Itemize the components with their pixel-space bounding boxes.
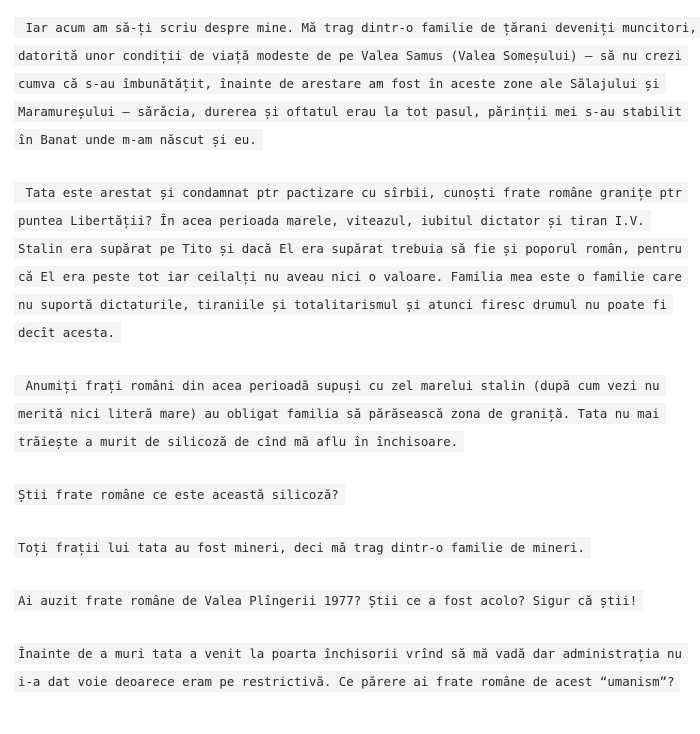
paragraph-origins xyxy=(14,14,697,154)
text-line: Stalin era supărat pe Tito și dacă El era supărat trebuia să fie și poporul român, pentru xyxy=(14,235,692,263)
text-line: în Banat unde m-am născut și eu. xyxy=(14,126,692,154)
paragraph-prison-gate xyxy=(14,640,692,696)
paragraph-father-arrest xyxy=(14,179,692,347)
text-line: că El era peste tot iar ceilalți nu aveau nici o valoare. Familia mea este o familie care xyxy=(14,263,692,291)
text-line: nu suportă dictaturile, tiraniile și totalitarismul și atunci firesc drumul nu poate fi xyxy=(14,291,692,319)
text-line: datorită unor condiții de viață modeste de pe Valea Samus (Valea Someșului) – să nu crezi xyxy=(14,42,692,70)
text-line: Știi frate române ce este această silicoză? xyxy=(14,481,692,509)
text-line: cumva că s-au îmbunătățit, înainte de arestare am fost în aceste zone ale Sălajului și xyxy=(14,70,692,98)
text-line: trăiește a murit de silicoză de cînd mă aflu în închisoare. xyxy=(14,428,692,456)
text-line: Anumiți frați români din acea perioadă supuși cu zel marelui stalin (după cum vezi nu xyxy=(14,372,692,400)
paragraph-miners xyxy=(14,534,692,562)
text-line: Maramureșului – sărăcia, durerea și oftatul erau la tot pasul, părinții mei s-au stabilit xyxy=(14,98,692,126)
text-line: Tata este arestat și condamnat ptr pactizare cu sîrbii, cunoști frate române granițe ptr xyxy=(14,179,692,207)
text-line: i-a dat voie deoarece eram pe restrictivă. Ce părere ai frate române de acest “umanism”? xyxy=(14,668,692,696)
text-line: Toți frații lui tata au fost mineri, deci mă trag dintr-o familie de mineri. xyxy=(14,534,692,562)
text-line: Iar acum am să-ți scriu despre mine. Mă trag dintr-o familie de țărani deveniți muncitori, xyxy=(14,14,692,42)
paragraph-border-zone xyxy=(14,372,692,456)
text-line: Înainte de a muri tata a venit la poarta închisorii vrînd să mă vadă dar administrația nu xyxy=(14,640,692,668)
document-body xyxy=(14,14,697,721)
text-line: puntea Libertății? În acea perioada marele, viteazul, iubitul dictator și tiran I.V. xyxy=(14,207,692,235)
text-line: decît acesta. xyxy=(14,319,692,347)
text-line: merită nici literă mare) au obligat familia să părăsească zona de graniță. Tata nu mai xyxy=(14,400,692,428)
paragraph-silicosis-question xyxy=(14,481,692,509)
paragraph-valea-plangerii xyxy=(14,587,692,615)
text-line: Ai auzit frate române de Valea Plîngerii 1977? Știi ce a fost acolo? Sigur că știi! xyxy=(14,587,692,615)
